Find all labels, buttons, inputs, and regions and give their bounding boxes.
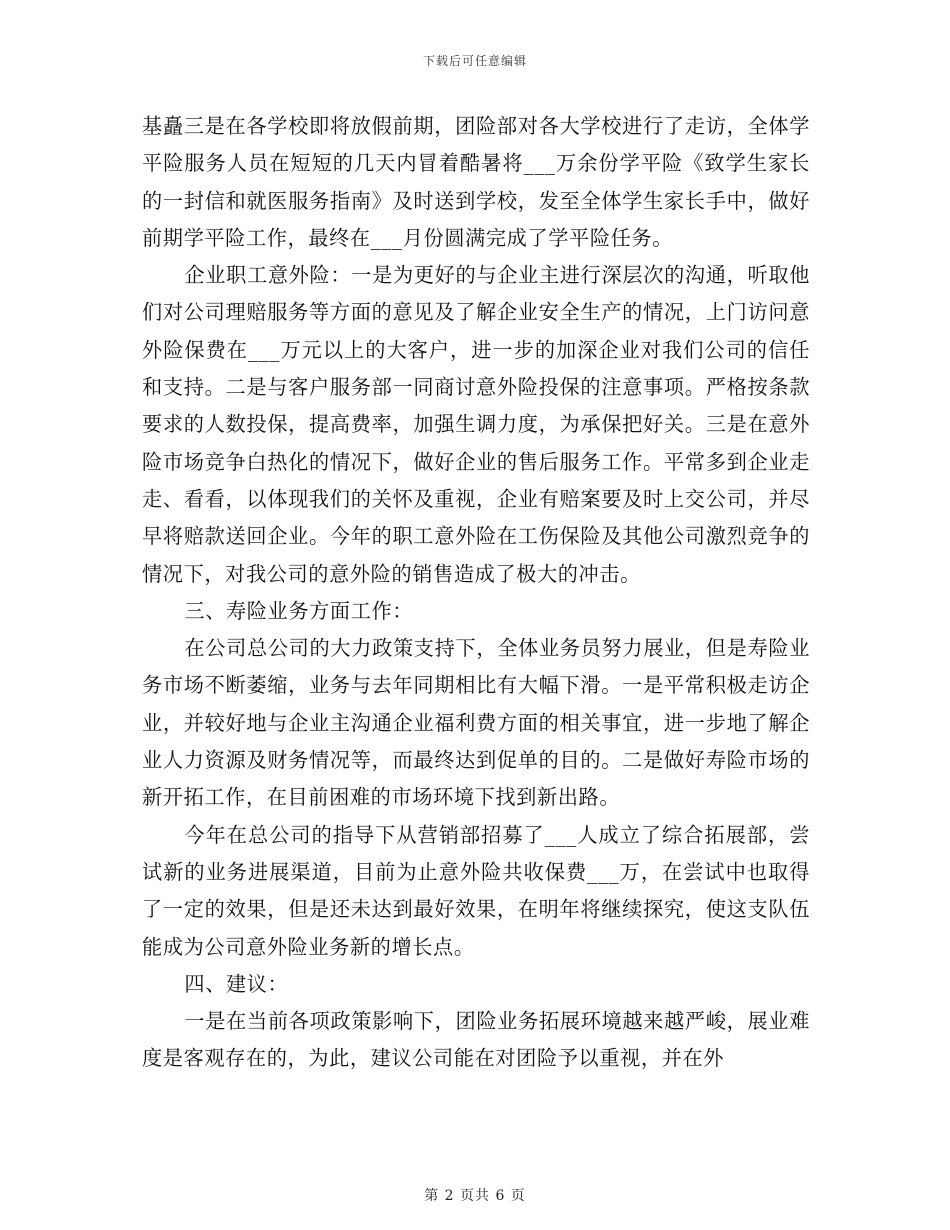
- section-heading-life-insurance: 三、寿险业务方面工作：: [184, 598, 414, 623]
- paragraph-employee-accident-insurance: 企业职工意外险：一是为更好的与企业主进行深层次的沟通，听取他们对公司理赔服务等方面的意见及了解企业安全生产的情况，上门访问意外险保费在___万元以上的大客户，进一步的加深企业对我们公司的信任和支持。二是与客户服务部一同商讨意外险投保的注意事项。严格按条款要求的人数投保，提高费率，加强生调力度，为承保把好关。三是在意外险市场竞争白热化的情况下，做好企业的售后服务工作。平常多到企业走走、看看，以体现我们的关怀及重视，企业有赔案要及时上交公司，并尽早将赔款送回企业。今年的职工意外险在工伤保险及其他公司激烈竞争的情况下，对我公司的意外险的销售造成了极大的冲击。: [142, 263, 810, 586]
- paragraph-life-insurance: 在公司总公司的大力政策支持下，全体业务员努力展业，但是寿险业务市场不断萎缩，业务与去年同期相比有大幅下滑。一是平常积极走访企业，并较好地与企业主沟通企业福利费方面的相关事宜，进一步地了解企业人力资源及财务情况等，而最终达到促单的目的。二是做好寿险市场的新开拓工作，在目前困难的市场环境下找到新出路。: [142, 636, 810, 810]
- paragraph-student-insurance: 基矗三是在各学校即将放假前期，团险部对各大学校进行了走访，全体学平险服务人员在短短的几天内冒着酷暑将___万余份学平险《致学生家长的一封信和就医服务指南》及时送到学校，发至全体学生家长手中，做好前期学平险工作，最终在___月份圆满完成了学平险任务。: [142, 114, 810, 250]
- page-number-footer: 第 2 页共 6 页: [424, 1188, 526, 1204]
- paragraph-suggestion-one: 一是在当前各项政策影响下，团险业务拓展环境越来越严峻，展业难度是客观存在的，为此，建议公司能在对团险予以重视，并在外: [142, 1009, 810, 1071]
- document-body: [142, 108, 810, 1078]
- paragraph-expansion-department: 今年在总公司的指导下从营销部招募了___人成立了综合拓展部，尝试新的业务进展渠道，目前为止意外险共收保费___万，在尝试中也取得了一定的效果，但是还未达到最好效果，在明年将继续探究，使这支队伍能成为公司意外险业务新的增长点。: [142, 822, 810, 959]
- page-header: 下载后可任意编辑: [422, 54, 527, 68]
- section-heading-suggestions: 四、建议：: [184, 971, 289, 996]
